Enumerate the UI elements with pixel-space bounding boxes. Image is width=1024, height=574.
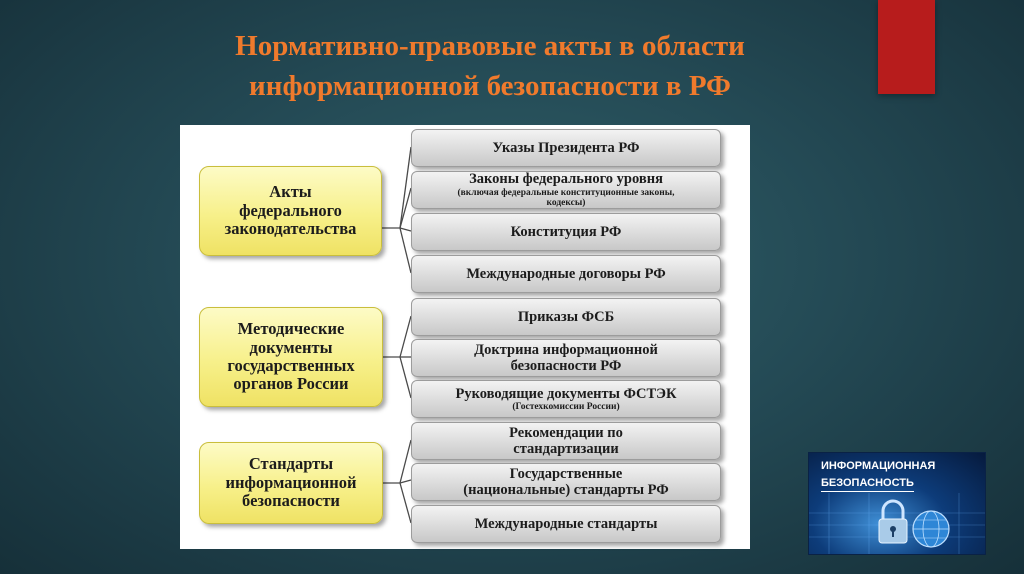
item-label: безопасности РФ bbox=[510, 358, 622, 374]
item-label: Законы федерального уровня bbox=[469, 171, 663, 188]
item-infosec-doctrine bbox=[411, 339, 721, 377]
item-label: Международные договоры РФ bbox=[466, 265, 666, 282]
item-label: Указы Президента РФ bbox=[492, 139, 640, 156]
category-methodical-documents bbox=[199, 307, 383, 407]
connector bbox=[400, 357, 411, 398]
slide-title bbox=[110, 26, 870, 106]
connector bbox=[400, 147, 411, 228]
item-fstec-guidelines bbox=[411, 380, 721, 418]
infosec-badge-image bbox=[808, 452, 986, 555]
slide-title-line-2: информационной безопасности в РФ bbox=[249, 70, 731, 103]
category-label-line: федерального bbox=[239, 200, 342, 220]
item-label: Международные стандарты bbox=[474, 515, 658, 532]
accent-bar bbox=[878, 0, 935, 94]
category-label-line: государственных bbox=[227, 356, 355, 375]
category-label-line: органов России bbox=[233, 374, 349, 394]
item-national-standards bbox=[411, 463, 721, 501]
badge-line-2: БЕЗОПАСНОСТЬ bbox=[821, 475, 914, 493]
item-label: Доктрина информационной bbox=[474, 341, 658, 358]
badge-line-1: ИНФОРМАЦИОННАЯ bbox=[821, 460, 936, 472]
category-infosec-standards bbox=[199, 442, 383, 524]
category-label-line: Стандарты bbox=[248, 454, 334, 474]
connector bbox=[400, 440, 411, 483]
item-standardization-recommendations bbox=[411, 422, 721, 460]
connector bbox=[400, 188, 411, 228]
item-note: (Гостехкомиссии России) bbox=[512, 401, 620, 412]
item-label: стандартизации bbox=[513, 441, 619, 457]
category-label-line: документы bbox=[249, 337, 333, 357]
padlock-icon bbox=[879, 501, 907, 543]
item-label: (национальные) стандарты РФ bbox=[463, 482, 669, 498]
category-label-line: информационной bbox=[225, 472, 357, 492]
connector bbox=[400, 483, 411, 523]
item-label: Рекомендации по bbox=[509, 424, 623, 441]
item-international-standards bbox=[411, 505, 721, 543]
item-label: Государственные bbox=[509, 465, 623, 482]
category-federal-legislation bbox=[199, 166, 382, 256]
category-label-line: Акты bbox=[269, 182, 312, 202]
item-label: Приказы ФСБ bbox=[517, 308, 615, 325]
legal-acts-diagram bbox=[180, 125, 750, 549]
connector bbox=[400, 480, 411, 483]
badge-caption bbox=[821, 458, 935, 492]
item-federal-laws bbox=[411, 171, 721, 209]
category-label-line: Методические bbox=[237, 319, 345, 339]
connector bbox=[400, 316, 411, 357]
item-constitution bbox=[411, 213, 721, 251]
item-note: кодексы) bbox=[546, 198, 586, 209]
connector bbox=[400, 228, 411, 231]
slide-title-line-1: Нормативно-правовые акты в области bbox=[235, 30, 745, 62]
item-label: Руководящие документы ФСТЭК bbox=[455, 385, 677, 402]
item-international-treaties bbox=[411, 255, 721, 293]
category-label-line: законодательства bbox=[224, 219, 357, 239]
item-fsb-orders bbox=[411, 298, 721, 336]
category-label-line: безопасности bbox=[242, 491, 340, 511]
item-presidential-decrees bbox=[411, 129, 721, 167]
connector bbox=[400, 228, 411, 273]
item-label: Конституция РФ bbox=[510, 223, 622, 240]
globe-icon bbox=[913, 511, 949, 547]
item-note: (включая федеральные конституционные законы, bbox=[457, 187, 675, 198]
